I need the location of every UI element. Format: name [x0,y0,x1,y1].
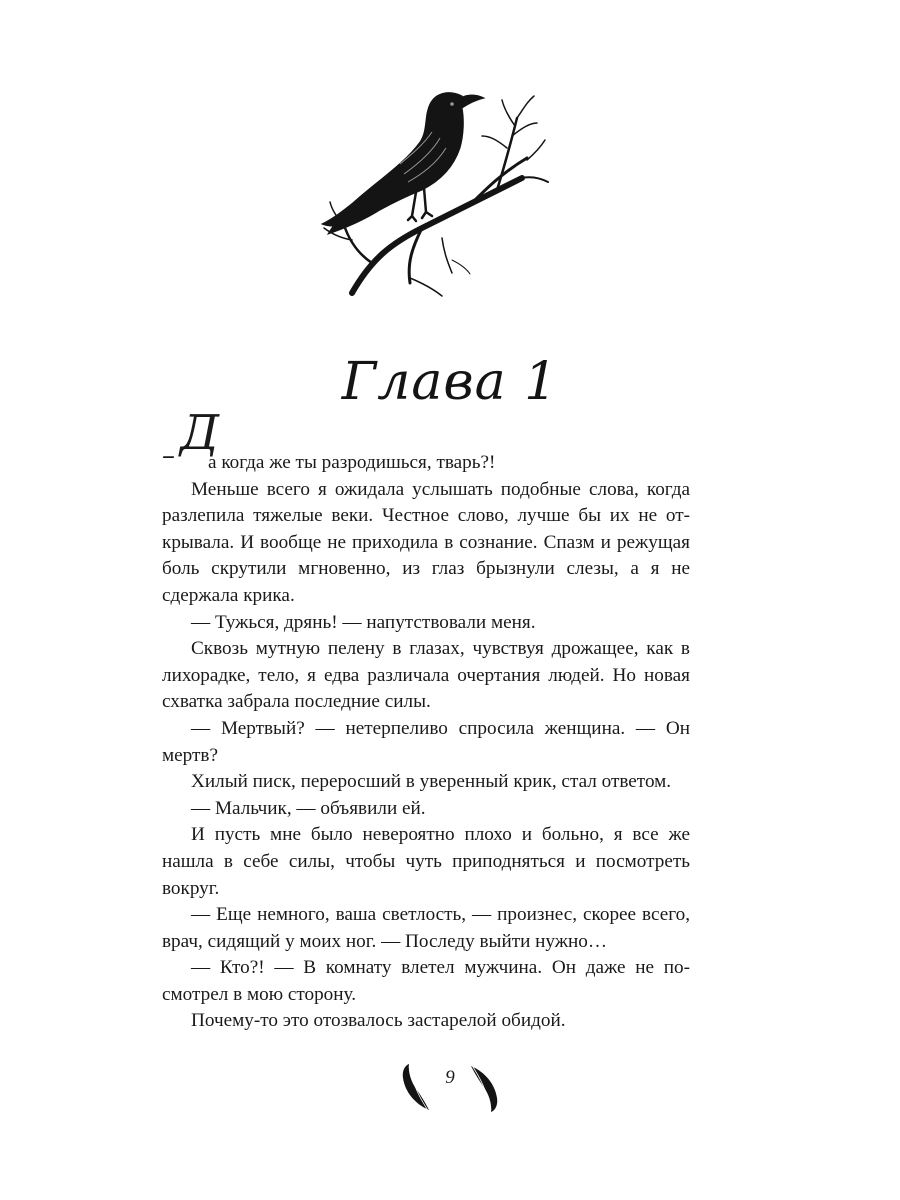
drop-cap-letter: Д [180,405,220,461]
paragraph: — Еще немного, ваша светлость, — произнес, скорее всего, врач, сидящий у моих ног. — Последу выйти нужно… [162,904,690,952]
paragraph: — Мертвый? — нетерпеливо спросила женщина. — Он мертв? [162,717,690,766]
chapter-text [162,405,690,1035]
paragraph: — Тужься, дрянь! — напутствовали меня. [191,611,536,633]
page-number: 9 [445,1067,455,1088]
paragraph: — Кто?! — В комнату влетел мужчина. Он даже не посмотрел в мою сторону. [162,957,690,1005]
first-line-text: а когда же ты разродишься, тварь?! [208,452,496,473]
paragraph: Сквозь мутную пелену в глазах, чувствуя дрожащее, как в лихорадке, тело, я едва различала очертания людей. Но новая схватка забрала последние силы. [162,638,690,713]
paragraph: Почему-то это отозвалось застарелой обидой. [191,1010,566,1032]
paragraph: — Мальчик, — объявили ей. [191,797,426,819]
feather-right-icon [465,1060,501,1116]
page-footer [0,1060,900,1116]
paragraph: Меньше всего я ожидала услышать подобные слова, когда разлепила тяжелые веки. Честное слово, лучше бы их не открывала. И вообще не приходила в сознание. Спазм и режущая боль скрутили мгновенно, из глаз брызнули слезы, а я не сдержала крика. [162,478,690,606]
paragraph: И пусть мне было невероятно плохо и больно, я все же нашла в себе силы, чтобы чуть приподняться и посмотреть вокруг. [162,824,690,899]
chapter-title: Глава 1 [341,352,559,412]
first-paragraph [162,405,690,477]
feather-left-icon [399,1060,435,1116]
opening-dash: – [162,441,175,471]
paragraph: Хилый писк, переросший в уверенный крик, стал ответом. [191,771,672,793]
dropcap-block [162,405,220,471]
raven-on-branch-icon [312,78,552,298]
